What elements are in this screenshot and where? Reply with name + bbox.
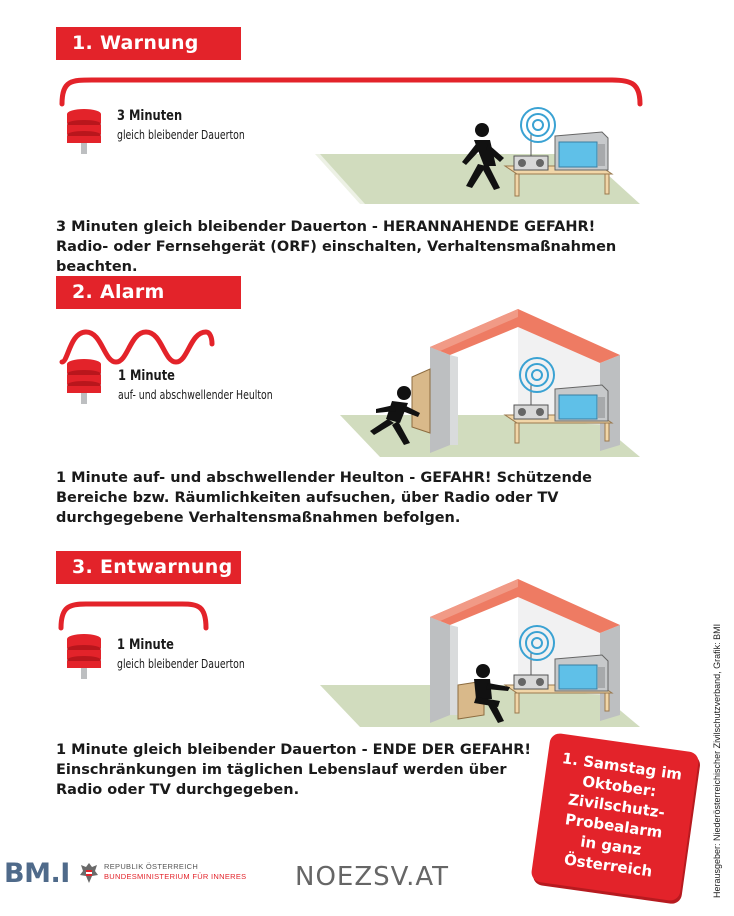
- signal-duration: 3 Minuten: [117, 108, 183, 124]
- warnung-illustration: [0, 70, 734, 210]
- siren-icon: [63, 106, 105, 156]
- austria-eagle-icon: [78, 860, 100, 886]
- bmi-logo: BM.I: [4, 858, 70, 889]
- section-heading-entwarnung: 3. Entwarnung: [56, 551, 241, 584]
- tv-icon: [555, 385, 608, 421]
- section-heading-warnung: 1. Warnung: [56, 27, 241, 60]
- signal-description: gleich bleibender Dauerton: [117, 128, 245, 142]
- signal-description: auf- und abschwellender Heulton: [118, 388, 273, 402]
- dauerton-signal-line: [62, 80, 640, 104]
- tv-icon: [555, 132, 608, 170]
- house-wall: [430, 617, 450, 723]
- siren-icon: [63, 631, 105, 681]
- signal-description: gleich bleibender Dauerton: [117, 657, 245, 671]
- tv-icon: [555, 655, 608, 691]
- door-icon: [412, 369, 430, 433]
- section-description: 3 Minuten gleich bleibender Dauerton - HERANNAHENDE GEFAHR! Radio- oder Fernsehgerät (ORF) einschalten, Verhaltensmaßnahmen beachten.: [56, 219, 617, 275]
- probealarm-badge-text: 1. Samstag im Oktober: Zivilschutz-Probealarm in ganz Österreich: [560, 749, 684, 881]
- website-link[interactable]: NOEZSV.AT: [295, 862, 450, 892]
- signal-duration: 1 Minute: [118, 368, 175, 384]
- republic-label: REPUBLIK ÖSTERREICH: [104, 862, 199, 871]
- house-wall: [430, 347, 450, 453]
- probealarm-badge: [530, 732, 699, 901]
- section-description: 1 Minute auf- und abschwellender Heulton - GEFAHR! Schützende Bereiche bzw. Räumlichkeiten aufsuchen, über Radio oder TV durchgegebene Verhaltensmaßnahmen befolgen.: [56, 470, 592, 526]
- entwarnung-house-illustration: [300, 575, 650, 735]
- ministry-label: BUNDESMINISTERIUM FÜR INNERES: [104, 872, 247, 881]
- alarm-house-illustration: [300, 305, 650, 465]
- signal-duration: 1 Minute: [117, 637, 174, 653]
- siren-icon: [63, 356, 105, 406]
- section-description: 1 Minute gleich bleibender Dauerton - ENDE DER GEFAHR! Einschränkungen im täglichen Lebenslauf werden über Radio oder TV durchgegeben.: [56, 742, 532, 798]
- section-heading-alarm: 2. Alarm: [56, 276, 241, 309]
- dauerton-signal-line: [56, 598, 212, 634]
- publisher-credit: Herausgeber: Niederösterreichischer Zivilschutzverband, Grafik: BMI: [712, 623, 722, 898]
- radio-wave-icon: [521, 108, 555, 142]
